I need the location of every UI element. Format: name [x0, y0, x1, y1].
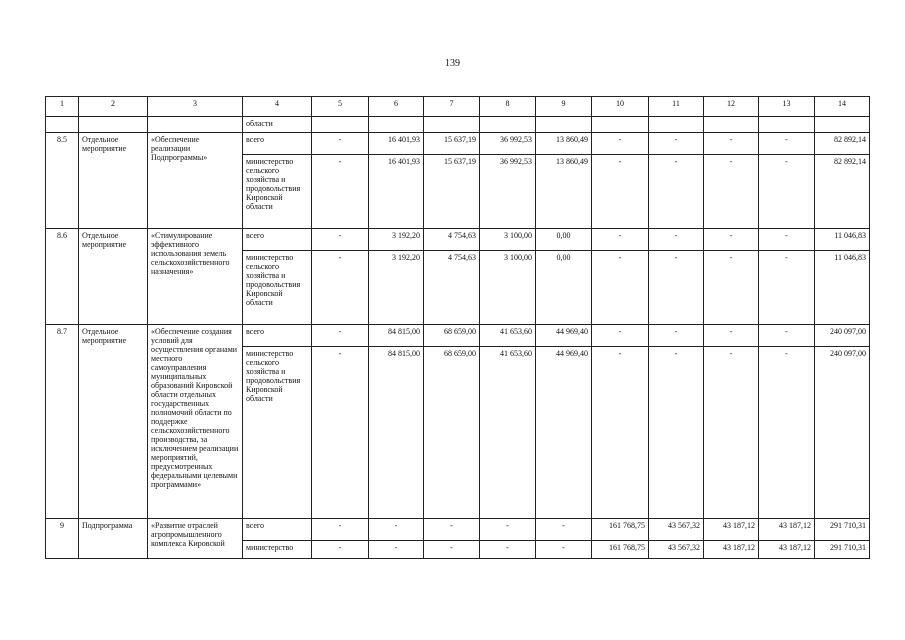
- value-cell: 4 754,63: [424, 229, 480, 251]
- value-cell: 43 187,12: [704, 519, 759, 541]
- value-cell: -: [312, 251, 369, 325]
- value-cell: 82 892,14: [815, 133, 870, 155]
- value-cell: 43 567,32: [649, 519, 704, 541]
- value-cell: 41 653,60: [480, 347, 536, 519]
- column-header: 1: [46, 97, 79, 117]
- source-cell: министерство сельского хозяйства и продовольствия Кировской области: [243, 251, 312, 325]
- value-cell: 84 815,00: [369, 325, 424, 347]
- value-cell: 3 100,00: [480, 251, 536, 325]
- row-name: «Развитие отраслей агропромышленного комплекса Кировской: [148, 519, 243, 559]
- value-cell: 0,00: [536, 229, 592, 251]
- value-cell: 0,00: [536, 251, 592, 325]
- value-cell: -: [759, 347, 815, 519]
- value-cell: 68 659,00: [424, 325, 480, 347]
- value-cell: -: [704, 155, 759, 229]
- row-number: 8.6: [46, 229, 79, 325]
- value-cell: -: [592, 251, 649, 325]
- value-cell: -: [592, 325, 649, 347]
- value-cell: -: [312, 133, 369, 155]
- value-cell: -: [759, 229, 815, 251]
- value-cell: -: [312, 541, 369, 559]
- value-cell: 11 046,83: [815, 251, 870, 325]
- value-cell: -: [312, 325, 369, 347]
- value-cell: -: [424, 541, 480, 559]
- value-cell: -: [480, 541, 536, 559]
- value-cell: 15 637,19: [424, 155, 480, 229]
- value-cell: -: [759, 325, 815, 347]
- column-header: 7: [424, 97, 480, 117]
- column-header: 8: [480, 97, 536, 117]
- row-type: Отдельное мероприятие: [79, 325, 148, 519]
- column-header: 10: [592, 97, 649, 117]
- table-row: [46, 133, 870, 155]
- source-cell: министерство: [243, 541, 312, 559]
- value-cell: 44 969,40: [536, 347, 592, 519]
- value-cell: 3 192,20: [369, 251, 424, 325]
- column-header: 4: [243, 97, 312, 117]
- value-cell: 43 187,12: [704, 541, 759, 559]
- value-cell: -: [759, 155, 815, 229]
- value-cell: 3 192,20: [369, 229, 424, 251]
- value-cell: -: [649, 347, 704, 519]
- value-cell: 36 992,53: [480, 133, 536, 155]
- table-row: [46, 325, 870, 347]
- value-cell: -: [312, 519, 369, 541]
- column-header: 9: [536, 97, 592, 117]
- row-type: Подпрограмма: [79, 519, 148, 559]
- table-row: [46, 229, 870, 251]
- row-name: «Обеспечение создания условий для осуществления органами местного самоуправления муниципальных образований Кировской области отдельных государственных полномочий области по поддержке сельскохозяйственного производства, за исключением реализации мероприятий, предусмотренных федеральными целевыми программами»: [148, 325, 243, 519]
- value-cell: 11 046,83: [815, 229, 870, 251]
- value-cell: 84 815,00: [369, 347, 424, 519]
- source-cell: всего: [243, 133, 312, 155]
- value-cell: 36 992,53: [480, 155, 536, 229]
- column-header: 3: [148, 97, 243, 117]
- value-cell: -: [704, 251, 759, 325]
- row-number: 9: [46, 519, 79, 559]
- value-cell: 43 567,32: [649, 541, 704, 559]
- value-cell: -: [759, 251, 815, 325]
- row-name: «Стимулирование эффективного использования земель сельскохозяйственного назначения»: [148, 229, 243, 325]
- value-cell: 16 401,93: [369, 133, 424, 155]
- value-cell: -: [592, 229, 649, 251]
- row-type: Отдельное мероприятие: [79, 229, 148, 325]
- row-type: Отдельное мероприятие: [79, 133, 148, 229]
- row-number: 8.5: [46, 133, 79, 229]
- value-cell: -: [704, 133, 759, 155]
- row-number: 8.7: [46, 325, 79, 519]
- value-cell: 41 653,60: [480, 325, 536, 347]
- source-cell: министерство сельского хозяйства и продовольствия Кировской области: [243, 347, 312, 519]
- value-cell: -: [759, 133, 815, 155]
- column-header: 11: [649, 97, 704, 117]
- value-cell: 3 100,00: [480, 229, 536, 251]
- source-cell: всего: [243, 229, 312, 251]
- value-cell: -: [704, 229, 759, 251]
- column-header: 13: [759, 97, 815, 117]
- column-header: 5: [312, 97, 369, 117]
- row-name: «Обеспечение реализации Подпрограммы»: [148, 133, 243, 229]
- value-cell: -: [649, 251, 704, 325]
- source-cell: всего: [243, 519, 312, 541]
- value-cell: 44 969,40: [536, 325, 592, 347]
- value-cell: -: [704, 347, 759, 519]
- value-cell: 291 710,31: [815, 519, 870, 541]
- value-cell: -: [536, 519, 592, 541]
- value-cell: -: [312, 229, 369, 251]
- value-cell: 240 097,00: [815, 325, 870, 347]
- column-header: 6: [369, 97, 424, 117]
- page-number: 139: [445, 58, 460, 69]
- value-cell: -: [312, 155, 369, 229]
- value-cell: -: [369, 541, 424, 559]
- value-cell: -: [649, 229, 704, 251]
- value-cell: 43 187,12: [759, 519, 815, 541]
- value-cell: 240 097,00: [815, 347, 870, 519]
- value-cell: 13 860,49: [536, 133, 592, 155]
- value-cell: 13 860,49: [536, 155, 592, 229]
- column-header: 14: [815, 97, 870, 117]
- value-cell: 16 401,93: [369, 155, 424, 229]
- value-cell: -: [424, 519, 480, 541]
- value-cell: -: [704, 325, 759, 347]
- column-header: 2: [79, 97, 148, 117]
- value-cell: 68 659,00: [424, 347, 480, 519]
- value-cell: -: [649, 325, 704, 347]
- header-row: [46, 97, 870, 117]
- source-cell: министерство сельского хозяйства и продовольствия Кировской области: [243, 155, 312, 229]
- source-cell: всего: [243, 325, 312, 347]
- value-cell: 4 754,63: [424, 251, 480, 325]
- value-cell: 161 768,75: [592, 541, 649, 559]
- value-cell: 43 187,12: [759, 541, 815, 559]
- value-cell: -: [369, 519, 424, 541]
- value-cell: 291 710,31: [815, 541, 870, 559]
- value-cell: -: [312, 347, 369, 519]
- value-cell: -: [592, 155, 649, 229]
- value-cell: 161 768,75: [592, 519, 649, 541]
- value-cell: -: [649, 155, 704, 229]
- value-cell: 15 637,19: [424, 133, 480, 155]
- source-cell: области: [243, 117, 312, 133]
- budget-table: [45, 96, 870, 559]
- value-cell: -: [480, 519, 536, 541]
- value-cell: 82 892,14: [815, 155, 870, 229]
- value-cell: -: [649, 133, 704, 155]
- value-cell: -: [536, 541, 592, 559]
- table-row: [46, 519, 870, 541]
- column-header: 12: [704, 97, 759, 117]
- value-cell: -: [592, 347, 649, 519]
- value-cell: -: [592, 133, 649, 155]
- table-row: [46, 117, 870, 133]
